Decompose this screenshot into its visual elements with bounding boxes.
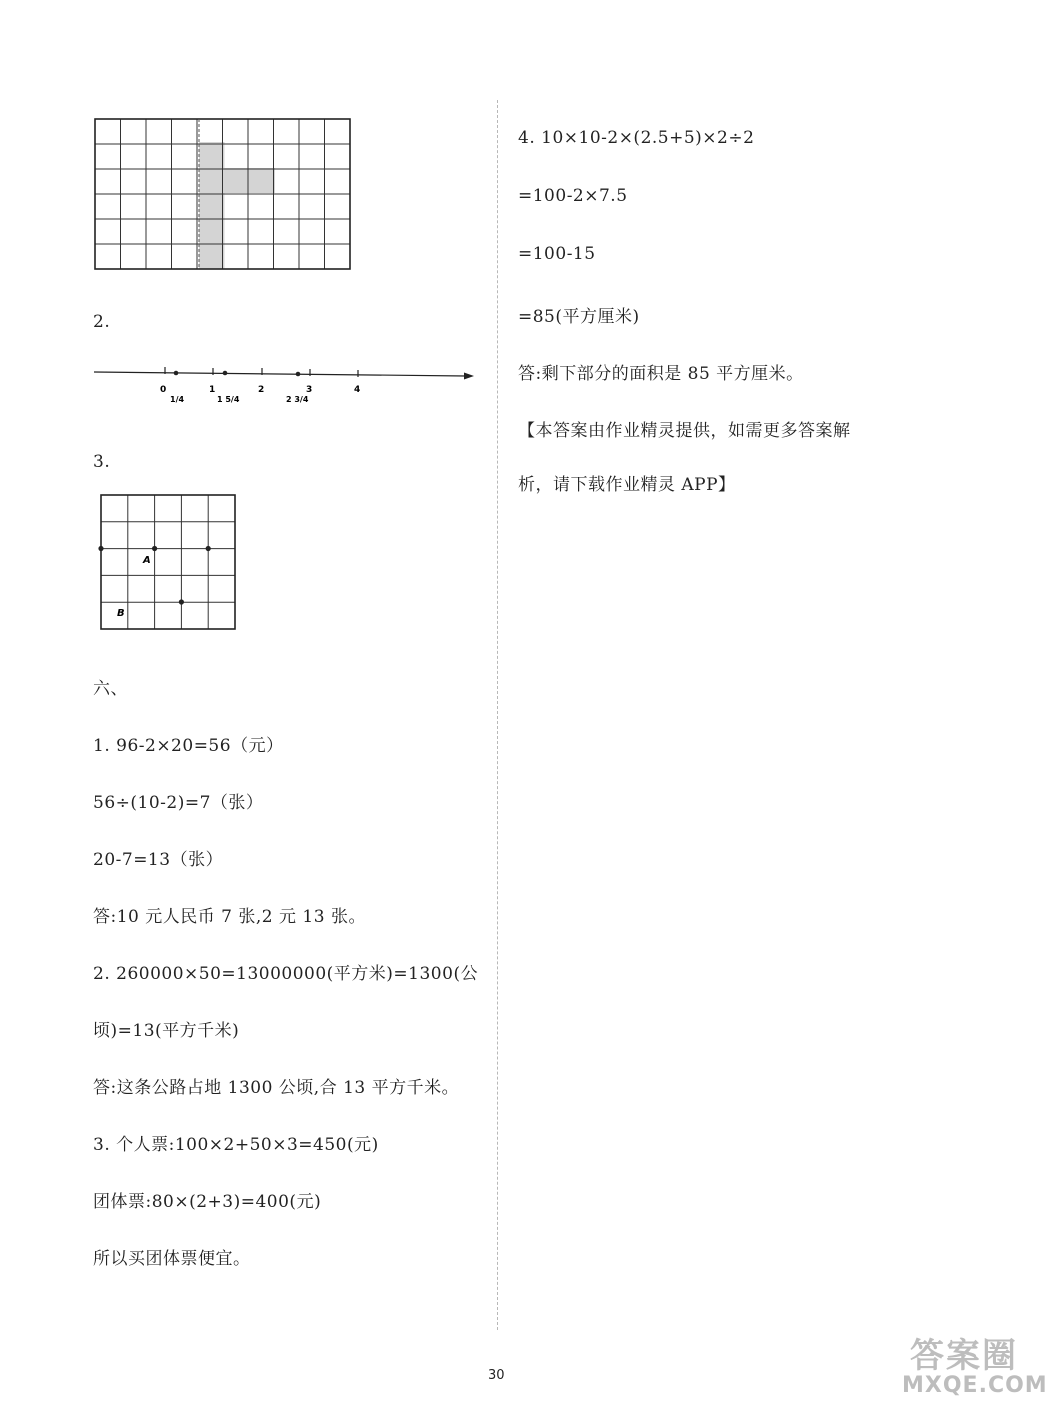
p3-line2: 团体票:80×(2+3)=400(元) bbox=[93, 1192, 322, 1212]
shaded-arm bbox=[224, 168, 275, 193]
note-line1: 【本答案由作业精灵提供，如需更多答案解 bbox=[518, 421, 851, 441]
tick-4: 4 bbox=[354, 385, 361, 395]
mark-two-three-quarters: 2 3/4 bbox=[286, 395, 309, 404]
p1-line1: 1. 96-2×20=56（元） bbox=[93, 736, 284, 756]
watermark-cn: 答案圈 bbox=[910, 1336, 1018, 1376]
page-number: 30 bbox=[488, 1368, 505, 1383]
p4-line3: =100-15 bbox=[518, 244, 596, 264]
watermark-logo bbox=[902, 1328, 1048, 1398]
p4-line4: =85(平方厘米) bbox=[518, 307, 640, 327]
mark-five-quarters: 1 5/4 bbox=[217, 395, 240, 404]
tick-1: 1 bbox=[209, 385, 216, 395]
tick-2: 2 bbox=[258, 385, 265, 395]
p1-line3: 20-7=13（张） bbox=[93, 850, 224, 870]
p3-line1: 3. 个人票:100×2+50×3=450(元) bbox=[93, 1135, 379, 1155]
p4-line1: 4. 10×10-2×(2.5+5)×2÷2 bbox=[518, 128, 755, 148]
column-divider bbox=[497, 100, 498, 1330]
point-a-label: A bbox=[143, 555, 151, 566]
q3-label: 3. bbox=[93, 452, 111, 472]
p2-answer: 答:这条公路占地 1300 公顷,合 13 平方千米。 bbox=[93, 1078, 460, 1098]
point-grid bbox=[99, 493, 239, 633]
p4-line2: =100-2×7.5 bbox=[518, 186, 628, 206]
watermark-en: MXQE.COM bbox=[902, 1373, 1048, 1398]
p2-line2: 顷)=13(平方千米) bbox=[93, 1021, 240, 1041]
p4-answer: 答:剩下部分的面积是 85 平方厘米。 bbox=[518, 364, 804, 384]
point-b-label: B bbox=[117, 608, 125, 619]
q2-label: 2. bbox=[93, 312, 111, 332]
section-six-heading: 六、 bbox=[93, 679, 128, 699]
shaded-stem bbox=[199, 142, 225, 269]
p3-line3: 所以买团体票便宜。 bbox=[93, 1249, 251, 1269]
note-line2: 析，请下载作业精灵 APP】 bbox=[518, 475, 736, 495]
p2-line1: 2. 260000×50=13000000(平方米)=1300(公 bbox=[93, 964, 479, 984]
p1-answer: 答:10 元人民币 7 张,2 元 13 张。 bbox=[93, 907, 366, 927]
tick-0: 0 bbox=[160, 385, 167, 395]
p1-line2: 56÷(10-2)=7（张） bbox=[93, 793, 264, 813]
grid-figure-1 bbox=[93, 117, 357, 273]
mark-quarter: 1/4 bbox=[170, 395, 185, 404]
number-line bbox=[90, 360, 480, 405]
tick-3: 3 bbox=[306, 385, 313, 395]
